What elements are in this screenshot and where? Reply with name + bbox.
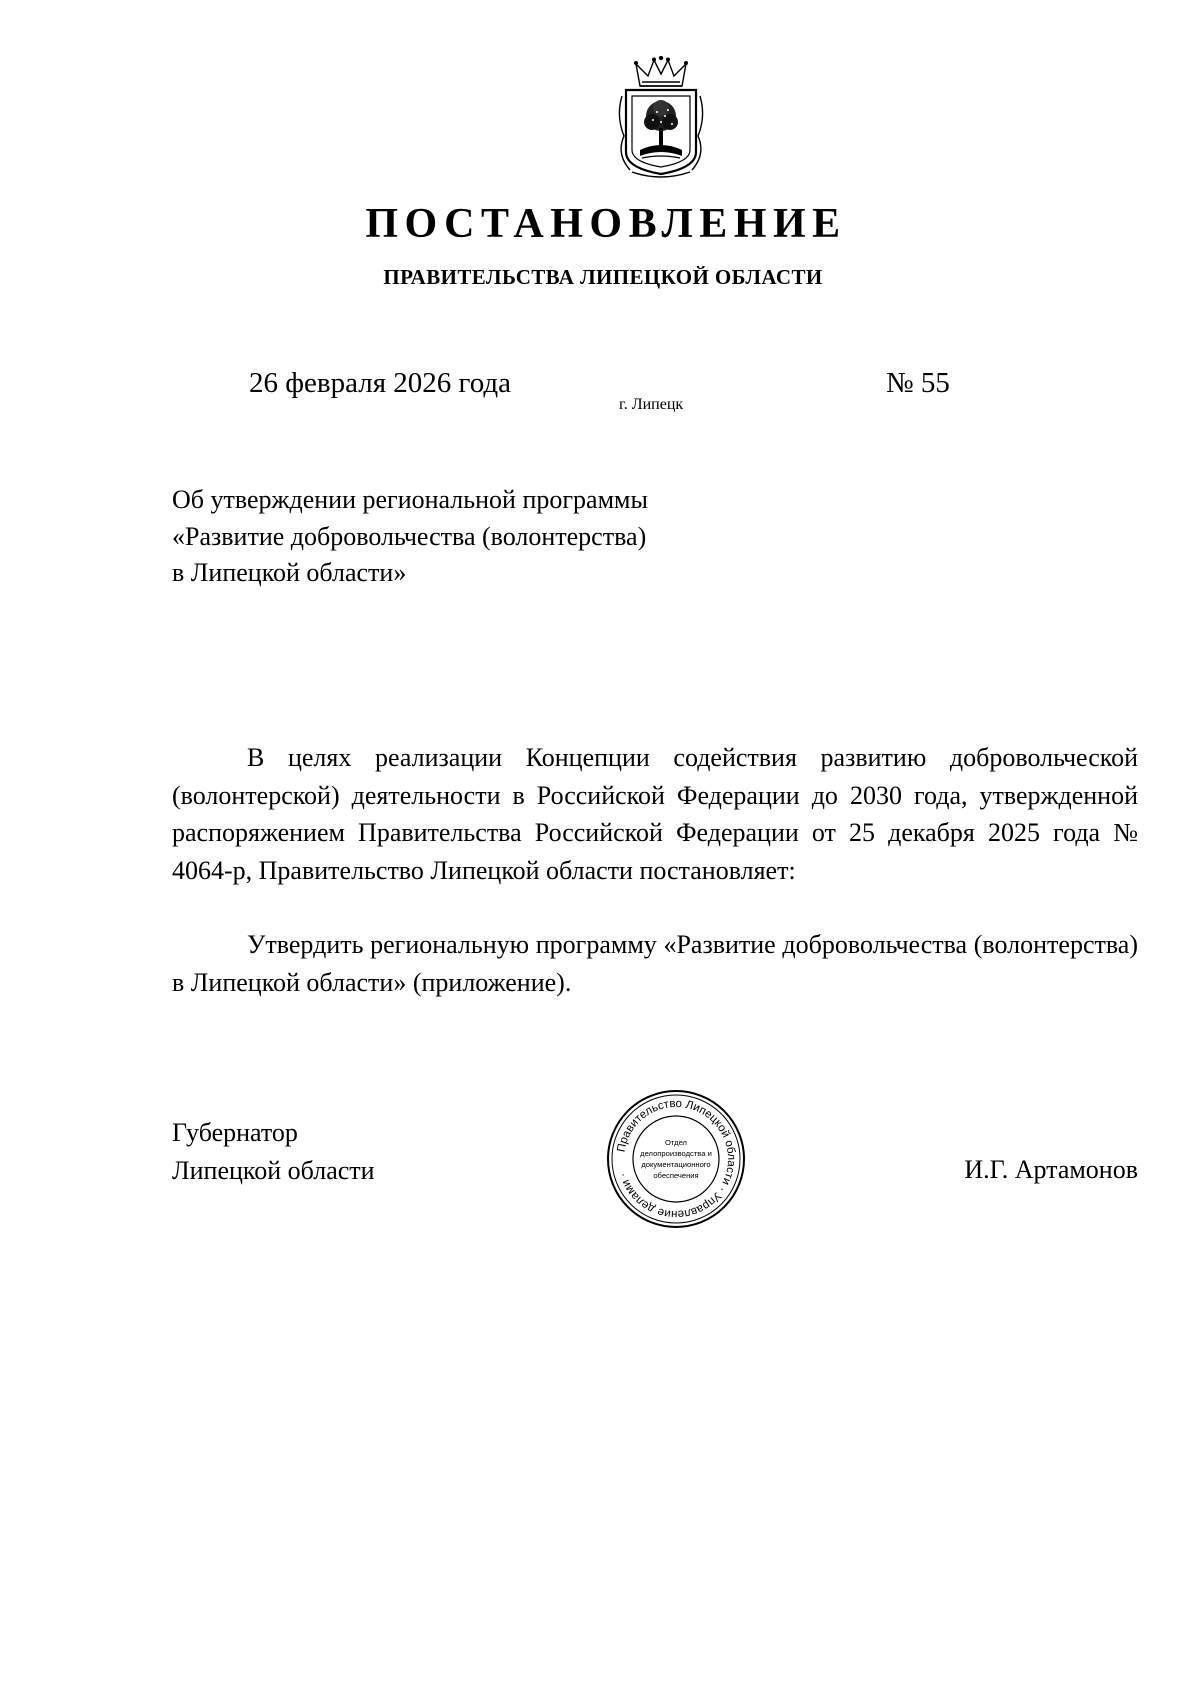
signer-position — [172, 1114, 375, 1189]
stamp-outer-text: Правительство Липецкой области · Управление делами · — [615, 1097, 738, 1221]
coat-of-arms-icon — [612, 56, 710, 182]
subject-line: Об утверждении региональной программы — [172, 485, 648, 514]
document-subject — [172, 482, 648, 592]
issuer-name: ПРАВИТЕЛЬСТВА ЛИПЕЦКОЙ ОБЛАСТИ — [383, 265, 823, 289]
stamp-center-line: Отдел — [665, 1138, 687, 1147]
document-city: г. Липецк — [619, 396, 684, 413]
subject-line: «Развитие добровольчества (волонтерства) — [172, 521, 647, 551]
document-number: № 55 — [886, 367, 950, 399]
signer-name: И.Г. Артамонов — [964, 1155, 1138, 1184]
signer-position-line: Липецкой области — [172, 1155, 375, 1185]
subject-line: в Липецкой области» — [172, 558, 407, 587]
body-paragraph: Утвердить региональную программу «Развитие добровольчества (волонтерства) в Липецкой области» (приложение). — [172, 930, 1138, 997]
body-paragraph: В целях реализации Концепции содействия развитию добровольческой (волонтерской) деятельности в Российской Федерации до 2030 года, утвержденной распоряжением Правительства Российской Федерации от 25 декабря 2025 года № 4064-р, Правительство Липецкой области постановляет: — [172, 743, 1138, 885]
document-date: 26 февраля 2026 года — [249, 367, 512, 399]
official-stamp — [605, 1088, 747, 1230]
stamp-center-line: обеспечения — [653, 1171, 699, 1180]
stamp-center-line: документационного — [641, 1160, 711, 1169]
document-type-title: ПОСТАНОВЛЕНИЕ — [365, 201, 847, 247]
stamp-center-line: делопроизводства и — [640, 1149, 712, 1158]
signer-position-line: Губернатор — [172, 1118, 298, 1147]
